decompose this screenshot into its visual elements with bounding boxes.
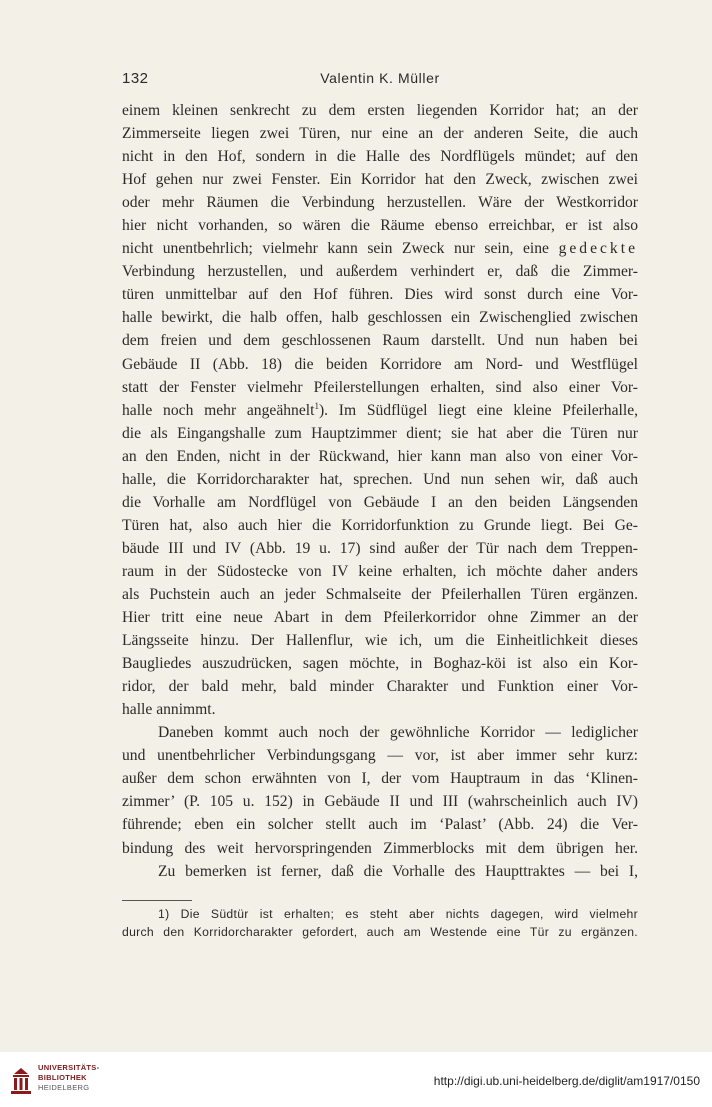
page-number: 132 bbox=[122, 70, 149, 87]
text-line: Verbindung herzustellen, und außerdem verhindert er, daß die Zimmer- bbox=[122, 263, 638, 281]
text-line: halle, die Korridorcharakter hat, sprechen. Und nun sehen wir, daß auch bbox=[122, 470, 638, 488]
text-line: türen unmittelbar auf den Hof führen. Dies wird sonst durch eine Vor- bbox=[122, 286, 638, 304]
footnote-marker: 1 bbox=[314, 400, 319, 411]
text-line: Zu bemerken ist ferner, daß die Vorhalle des Haupttraktes — bei I, bbox=[158, 862, 638, 880]
text-line: hier nicht vorhanden, so wären die Räume ebenso erreichbar, er ist also bbox=[122, 217, 638, 235]
library-footer bbox=[0, 1052, 712, 1107]
footnote-number: 1) bbox=[158, 907, 170, 921]
text-segment: ). Im Südflügel liegt eine kleine Pfeilerhalle, bbox=[318, 401, 639, 419]
footnote-divider bbox=[122, 900, 192, 901]
text-line bbox=[122, 237, 638, 260]
text-segment: nicht unentbehrlich; vielmehr kann sein Zweck nur sein, eine bbox=[122, 240, 549, 258]
text-line: Längsseite hinzu. Der Hallenflur, wie ich, um die Einheitlichkeit dieses bbox=[122, 632, 638, 650]
text-line: halle bewirkt, die halb offen, halb geschlossen ein Zwischenglied zwischen bbox=[122, 309, 638, 327]
text-line: ridor, der bald mehr, bald minder Charakter und Funktion einer Vor- bbox=[122, 678, 638, 696]
text-line: Türen hat, also auch hier die Korridorfunktion zu Grunde liegt. Bei Ge- bbox=[122, 516, 638, 534]
text-line: bindung des weit hervorspringenden Zimmerblocks mit dem übrigen her. bbox=[122, 839, 638, 857]
footnote-line: durch den Korridorcharakter gefordert, auch am Westende eine Tür zu ergänzen. bbox=[122, 925, 638, 939]
text-line: Gebäude II (Abb. 18) die beiden Korridore am Nord- und Westflügel bbox=[122, 355, 638, 373]
text-line: dem freien und dem geschlossenen Raum darstellt. Und nun haben bei bbox=[122, 332, 638, 350]
text-line: zimmer’ (P. 105 u. 152) in Gebäude II und III (wahrscheinlich auch IV) bbox=[122, 793, 638, 811]
text-segment: halle noch mehr angeähnelt bbox=[122, 401, 315, 419]
text-line: Daneben kommt auch noch der gewöhnliche Korridor — lediglicher bbox=[158, 724, 638, 742]
text-line: Hier tritt eine neue Abart in dem Pfeilerkorridor ohne Zimmer an der bbox=[122, 609, 638, 627]
running-title: Valentin K. Müller bbox=[320, 70, 440, 86]
text-line: die Vorhalle am Nordflügel von Gebäude I an den beiden Längsenden bbox=[122, 493, 638, 511]
text-line: einem kleinen senkrecht zu dem ersten liegenden Korridor hat; an der bbox=[122, 102, 638, 119]
library-line: BIBLIOTHEK bbox=[38, 1073, 87, 1082]
library-name bbox=[38, 1063, 99, 1093]
library-line: HEIDELBERG bbox=[38, 1083, 90, 1092]
digital-copy-link[interactable]: http://digi.ub.uni-heidelberg.de/diglit/am1917/0150 bbox=[433, 1074, 700, 1088]
text-line: Hof gehen nur zwei Fenster. Ein Korridor hat den Zweck, zwischen zwei bbox=[122, 171, 638, 189]
footnote bbox=[122, 905, 638, 941]
text-line: raum in der Südostecke von IV keine erhalten, ich möchte daher anders bbox=[122, 562, 638, 580]
library-logo-icon bbox=[8, 1066, 34, 1096]
text-line: führende; eben ein solcher stellt auch im ‘Palast’ (Abb. 24) die Ver- bbox=[122, 816, 638, 834]
body-text bbox=[122, 99, 638, 883]
text-line: statt der Fenster vielmehr Pfeilerstellungen erhalten, sind also einer Vor- bbox=[122, 378, 638, 396]
text-line: halle annimmt. bbox=[122, 701, 216, 719]
text-line: nicht in den Hof, sondern in die Halle des Nordflügels mündet; auf den bbox=[122, 148, 638, 166]
text-line: Baugliedes auszudrücken, sagen möchte, in Boghaz-köi ist also ein Kor- bbox=[122, 655, 638, 673]
library-line: UNIVERSITÄTS- bbox=[38, 1063, 100, 1072]
text-line: und unentbehrlicher Verbindungsgang — vor, ist aber immer sehr kurz: bbox=[122, 747, 638, 765]
page-header bbox=[120, 70, 640, 92]
text-line: als Puchstein auch an jeder Schmalseite der Pfeilerhallen Türen ergänzen. bbox=[122, 585, 638, 603]
text-line: bäude III und IV (Abb. 19 u. 17) sind außer der Tür nach dem Treppen- bbox=[122, 539, 638, 557]
text-line: an den Enden, nicht in der Rückwand, hier kann man also von einer Vor- bbox=[122, 447, 638, 465]
text-line: außer dem schon erwähnten von I, der vom Hauptraum in das ‘Klinen- bbox=[122, 770, 638, 788]
footnote-text: Die Südtür ist erhalten; es steht aber nichts dagegen, wird vielmehr bbox=[180, 907, 638, 921]
text-line: Zimmerseite liegen zwei Türen, nur eine an der anderen Seite, die auch bbox=[122, 125, 638, 143]
text-line: die als Eingangshalle zum Hauptzimmer dient; sie hat aber die Türen nur bbox=[122, 424, 638, 442]
text-line: oder mehr Räumen die Verbindung herzustellen. Wäre der Westkorridor bbox=[122, 194, 638, 212]
footnote-line bbox=[122, 905, 638, 923]
text-line bbox=[122, 399, 638, 422]
spaced-word: gedeckte bbox=[558, 240, 638, 258]
